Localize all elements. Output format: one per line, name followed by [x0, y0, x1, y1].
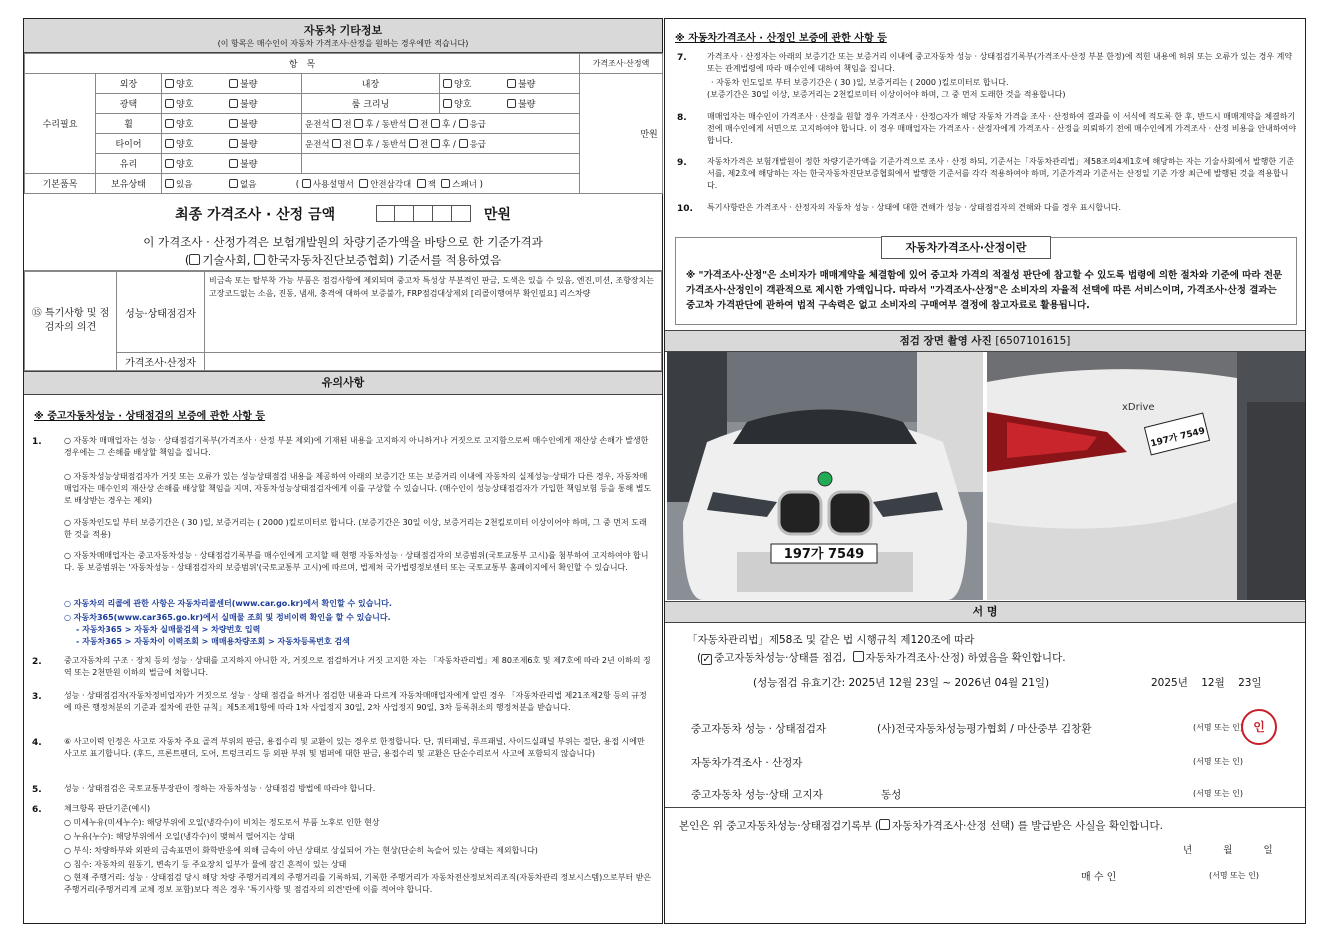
sign-block: [665, 623, 1305, 808]
price-person-label: 자동차가격조사 · 산정자: [691, 757, 803, 769]
checkbox[interactable]: [229, 119, 238, 128]
item-num: 2.: [32, 657, 42, 667]
r-year: 년: [1183, 845, 1193, 856]
car365-link[interactable]: ○ 자동차365(www.car365.go.kr)에서 실매물 조회 및 정비이력 확인을 할 수 있습니다.: [64, 613, 391, 622]
possession-options: 있음 없음 ( 사용설명서 안전삼각대 잭 스패너 ): [162, 174, 580, 194]
checkbox[interactable]: [189, 254, 200, 265]
car365-step1: - 자동차365 > 자동차 실매물검색 > 차량번호 입력: [76, 625, 261, 634]
item-text: (보증기간은 30일 이상, 보증거리는 2천킬로미터 이상이어야 하며, 그 중 먼저 도래한 것을 적용합니다): [707, 90, 1066, 99]
final-price-row: [24, 204, 662, 226]
wheel-options: [162, 114, 302, 134]
front-car-image: [667, 352, 983, 600]
sign-line1: 「자동차관리법」제58조 및 같은 법 시행규칙 제120조에 따라: [687, 634, 975, 646]
sign-line2: (✓ 중고자동차성능·상태를 점검, 자동차가격조사·산정) 하였음을 확인합니다.: [697, 652, 1066, 665]
inspector-label: 중고자동차 성능 · 상태점검자: [691, 723, 827, 735]
notifier-sign: (서명 또는 인): [1193, 789, 1243, 798]
price-opinion[interactable]: [205, 353, 662, 371]
checkbox[interactable]: [165, 119, 174, 128]
rear-car-image: [987, 352, 1305, 600]
item-text: ○ 자동차매매업자는 중고자동차성능 · 상태점검기록부를 매수인에게 고지할 때 현행 자동차성능 · 상태점검자의 보증범위(국토교통부 고시)를 첨부하여 고지하여야 합니다. 동 보증범위는 '자동차성능 · 상태점검자의 보증범위'(국토교통부 고시)에 따르며, 법제처 국가법령정보센터 또는 국토교통부 홈페이지에서 확인할 수 있습니다.: [64, 551, 649, 572]
date-year: 2025년: [1151, 677, 1188, 689]
photo-header: [665, 331, 1305, 352]
criteria-text: ○ 누유(누수): 해당부위에서 오일(냉각수)이 맺혀서 떨어지는 상태: [64, 832, 295, 841]
opt-spanner: 스패너: [452, 179, 477, 190]
caution-title: 유의사항: [24, 371, 662, 395]
opt-triangle: 안전삼각대: [370, 179, 412, 190]
opt-good: 양호: [176, 120, 194, 130]
rear-photo: [987, 352, 1305, 600]
opt-good: 양호: [454, 100, 472, 110]
final-unit: 만원: [483, 207, 511, 223]
row-interior: 내장: [302, 74, 440, 94]
item-num: 5.: [32, 785, 42, 795]
checkbox[interactable]: [879, 819, 890, 830]
opt-jack: 잭: [427, 179, 436, 190]
price-check[interactable]: [853, 651, 864, 662]
checkbox[interactable]: [332, 119, 341, 128]
definition-title: 자동차가격조사·산정이란: [881, 236, 1051, 259]
checkbox[interactable]: [459, 119, 468, 128]
sign-title: 서 명: [665, 602, 1305, 623]
checkbox[interactable]: [359, 179, 368, 188]
checkbox[interactable]: [332, 139, 341, 148]
price-warranty-title: ※ 자동차가격조사 · 산정인 보증에 관한 사항 등: [675, 33, 887, 44]
opt-bad: 불량: [240, 100, 258, 110]
item-num: 8.: [677, 113, 687, 123]
opt-good: 양호: [176, 140, 194, 150]
section-subtitle: (이 항목은 매수인이 자동차 가격조사·산정을 원하는 경우에만 적습니다): [217, 39, 469, 48]
checkbox[interactable]: [165, 139, 174, 148]
item-text: ○ 자동차성능상태점검자가 거짓 또는 오류가 있는 성능상태점검 내용을 제공하여 아래의 보증기간 또는 보증거리 이내에 자동차의 실제성능·상태가 다른 경우, 자동차매매업자는 매수인의 재산상 손해를 배상할 책임을 지며, 자동차성능상태점검자에게 이를 구상할 수 있습니다. (매수인이 성능상태점검자가 가입한 책임보험 등을 통해 별도로 배상받는 경우는 제외): [64, 472, 652, 505]
perf-opinion: 비금속 또는 탈부착 가능 부품은 점검사항에 제외되며 중고차 특성상 부분적인 판금, 도색은 있을 수 있음, 엔진,미션, 조향장치는 고장코드없는 소음, 진동, 냄새, 충격에 대하여 보증불가, FRP점검대상제외 [리콜이행여부 확인필요] 리스차량: [205, 272, 662, 353]
basis-line2: ( 기술사회, 한국자동차진단보증협회) 기준서를 적용하였음: [184, 253, 502, 267]
checkbox[interactable]: [229, 139, 238, 148]
final-amount-boxes[interactable]: [376, 205, 471, 226]
item-text: 성능 · 상태점검은 국토교통부장관이 정하는 자동차성능 · 상태점검 방법에 따라야 합니다.: [64, 784, 376, 793]
repair-table: [24, 53, 663, 194]
opt-manual: 사용설명서: [312, 179, 354, 190]
r-day: 일: [1263, 845, 1273, 856]
row-glass: 유리: [96, 154, 162, 174]
price-cell: [580, 74, 663, 194]
front-plate: 197가 7549: [783, 547, 865, 562]
exterior-options: [162, 74, 302, 94]
recall-link[interactable]: ○ 자동차의 리콜에 관한 사항은 자동차리콜센터(www.car.go.kr)에서 확인할 수 있습니다.: [64, 599, 392, 608]
pos-front: 전: [343, 119, 352, 130]
opt-bad: 불량: [518, 100, 536, 110]
opt-have: 있음: [176, 179, 193, 190]
checkbox[interactable]: [507, 79, 516, 88]
checkbox[interactable]: [459, 139, 468, 148]
rear-plate: 197가 7549: [1149, 426, 1207, 450]
checkbox[interactable]: [409, 139, 418, 148]
receipt-a: 본인은 위 중고자동차성능·상태점검기록부 (: [679, 820, 880, 832]
opt-good: 양호: [176, 80, 194, 90]
row-room-clean: 룸 크리닝: [302, 94, 440, 114]
tire-positions: 운전석 전 후 / 동반석 전 후 / 응급: [302, 134, 580, 154]
opt-good: 양호: [454, 80, 472, 90]
opinion-label: ⑮ 특기사항 및 점검자의 의견: [25, 272, 117, 371]
inspector-sign: (서명 또는 인): [1193, 723, 1243, 732]
photo-title: 점검 장면 촬영 사진: [899, 335, 992, 347]
item-text: 특기사항란은 가격조사 · 산정자의 자동차 성능 · 상태에 대한 견해가 성능 · 상태점검자의 견해와 다를 경우 표시합니다.: [707, 203, 1122, 212]
price-warranty-block: [665, 19, 1305, 331]
checkbox[interactable]: [409, 119, 418, 128]
checkbox[interactable]: [254, 254, 265, 265]
pos-passenger: 동반석: [381, 119, 407, 130]
pos-front: 전: [420, 139, 429, 150]
rear-badge: xDrive: [1122, 402, 1155, 413]
item-text: ○ 자동차인도일 부터 보증기간은 ( 30 )일, 보증거리는 ( 2000 )킬로미터로 합니다. (보증기간은 30일 이상, 보증거리는 2천킬로미터 이상이어야 하며, 그 중 먼저 도래한 것을 적용): [64, 518, 647, 539]
opt-good: 양호: [176, 160, 194, 170]
receipt-date: [1183, 842, 1273, 856]
caution-body: [24, 395, 662, 895]
basis-line1: 이 가격조사 · 산정가격은 보험개발원의 차량기준가액을 바탕으로 한 기준가격과: [143, 235, 543, 249]
sign-perf: 중고자동차성능·상태를 점검,: [714, 652, 846, 664]
checkbox[interactable]: [165, 159, 174, 168]
wheel-positions: 운전석 전 후 / 동반석 전 후 / 응급: [302, 114, 580, 134]
checkbox[interactable]: [417, 179, 426, 188]
sign-date: [1151, 675, 1262, 690]
item-text: 가격조사 · 산정자는 아래의 보증기간 또는 보증거리 이내에 중고자동차 성능 · 상태점검기록부(가격조사·산정 부분 한정)에 적힌 내용에 허위 또는 오류가 있는 경우 계약 또는 관계법령에 따라 매수인에 대하여 책임을 집니다.: [707, 52, 1293, 73]
checkbox[interactable]: [229, 179, 238, 188]
checkbox[interactable]: [431, 119, 440, 128]
row-exterior: 외장: [96, 74, 162, 94]
perf-check[interactable]: ✓: [702, 654, 711, 665]
item-text: ○ 자동차 매매업자는 성능 · 상태점검기록부(가격조사 · 산정 부분 제외)에 기재된 내용을 고지하지 아니하거나 거짓으로 고지함으로써 매수인에게 재산상 손해가 발생한 경우에는 그 손해를 배상할 책임을 집니다.: [64, 436, 649, 457]
item-text: 자동차가격은 보험개발원이 정한 차량기준가액을 기준가격으로 조사 · 산정 하되, 기준서는「자동차관리법」제58조의4제1호에 해당하는 자는 기술사회에서 발행한 기준서를, 제2호에 해당하는 자는 한국자동차진단보증협회에서 발행한 기준서를 각각 적용하여야 하며, 기준가격과 기준서는 산정일 기준 가장 최근에 발행된 것을 적용합니다.: [707, 157, 1295, 190]
item-text: · 자동차 인도일로 부터 보증기간은 ( 30 )일, 보증거리는 ( 2000 )킬로미터로 합니다.: [711, 78, 1009, 87]
checkbox[interactable]: [165, 179, 174, 188]
pos-front: 전: [420, 119, 429, 130]
criteria-text: ○ 침수: 자동차의 원동기, 변속기 등 주요장치 일부가 물에 잠긴 흔적이 있는 상태: [64, 860, 347, 869]
col-price: 가격조사·산정액: [580, 54, 663, 74]
repair-label: 수리필요: [25, 74, 96, 174]
checkbox[interactable]: [229, 99, 238, 108]
opt-bad: 불량: [240, 80, 258, 90]
buyer-label: 매 수 인: [1081, 872, 1117, 883]
item-num: 4.: [32, 738, 42, 748]
pos-spare: 응급: [469, 139, 486, 150]
unit-manwon: 만원: [640, 130, 658, 140]
criteria-text: ○ 미세누유(미세누수): 해당부위에 오일(냉각수)이 비치는 정도로서 부품 노후로 인한 현상: [64, 818, 380, 827]
checkbox[interactable]: [354, 139, 363, 148]
receipt-b: 자동차가격조사·산정 선택) 를 발급받은 사실을 확인합니다.: [892, 820, 1163, 832]
pos-spare: 응급: [469, 119, 486, 130]
left-column: [23, 18, 663, 924]
pos-passenger: 동반석: [381, 139, 407, 150]
warranty-title: ※ 중고자동차성능 · 상태점검의 보증에 관한 사항 등: [34, 411, 266, 422]
checkbox[interactable]: [165, 99, 174, 108]
item-num: 9.: [677, 158, 687, 168]
buyer-sign[interactable]: (서명 또는 인): [1209, 871, 1259, 880]
opinion-table: [24, 271, 662, 371]
room-options: [440, 94, 580, 114]
pos-rear: 후: [365, 119, 374, 130]
criteria-text: ○ 현재 주행거리: 성능 · 상태점검 당시 해당 차량 주행거리계의 주행거리를 기록하되, 기록한 주행거리가 자동차전산정보처리조직(자동차관리 정보시스템)으로부터 받은 주행거리(주행거리계 교체 정보 포함)보다 적은 경우 '특기사항 및 점검자의 의견'란에 이를 적어야 합니다.: [64, 873, 652, 894]
opt-bad: 불량: [518, 80, 536, 90]
item-text: ⑥ 사고이력 인정은 사고로 자동차 주요 골격 부위의 판금, 용접수리 및 교환이 있는 경우로 한정합니다. 단, 쿼터패널, 루프패널, 사이드실패널 부위는 절단, 용접 시에만 사고로 표기합니다. (후드, 프론트펜더, 도어, 트렁크리드 등 외판 부위 및 범퍼에 대한 판금, 용접수리 및 교환은 단순수리로서 사고에 포함되지 않습니다): [64, 737, 645, 758]
notifier-label: 중고자동차 성능·상태 고지자: [691, 789, 823, 801]
row-gloss: 광택: [96, 94, 162, 114]
item-text: 매매업자는 매수인이 가격조사 · 산정을 원할 경우 가격조사 · 산정○자가 해당 자동차 가격을 조사 · 산정하여 결과를 이 서식에 적도록 한 후, 반드시 매매계약을 체결하기 전에 매수인에게 서면으로 고지하여야 합니다. 이 경우 매매업자는 가격조사 · 산정자에게 가격조사 · 산정을 의뢰하기 전에 매수인에게 가격조사 · 산정 비용을 안내하여야 합니다.: [707, 112, 1297, 145]
basis-assoc: 한국자동차진단보증협회) 기준서를 적용하였음: [267, 253, 502, 267]
date-day: 23일: [1238, 677, 1262, 689]
checkbox[interactable]: [443, 79, 452, 88]
checkbox[interactable]: [229, 79, 238, 88]
front-photo: [667, 352, 983, 600]
item-num: 7.: [677, 53, 687, 63]
item-num: 1.: [32, 437, 42, 447]
right-column: [664, 18, 1306, 924]
opt-bad: 불량: [240, 120, 258, 130]
opt-none: 없음: [240, 179, 257, 190]
opt-bad: 불량: [240, 140, 258, 150]
notifier-name: 동성: [881, 789, 902, 801]
item-text: 성능 · 상태점검자(자동차정비업자)가 거짓으로 성능 · 상태 점검을 하거나 점검한 내용과 다르게 자동차매매업자에게 알린 경우 「자동차관리법 제21조제2항 등의 규정에 따른 행정처분의 기준과 절차에 관한 규칙」제5조제1항에 따라 1차 사업정지 30일, 2차 사업정지 90일, 3차 등록취소의 행정처분을 받습니다.: [64, 691, 647, 712]
item-num: 6.: [32, 805, 42, 815]
pos-front: 전: [343, 139, 352, 150]
checkbox[interactable]: [354, 119, 363, 128]
pos-driver: 운전석: [305, 139, 330, 150]
price-label: 가격조사·산정자: [117, 353, 205, 371]
checkbox[interactable]: [507, 99, 516, 108]
definition-text: ※ "가격조사·산정"은 소비자가 매매계약을 체결함에 있어 중고차 가격의 적절성 판단에 참고할 수 있도록 법령에 의한 절차와 기준에 따라 전문 가격조사·산정인이 객관적으로 제시한 가액입니다. 따라서 "가격조사·산정"은 소비자의 자율적 선택에 따른 서비스이며, 가격조사·산정 결과는 중고차 가격판단에 관하여 법적 구속력은 없고 소비자의 구매여부 결정에 참고자료로 활용됩니다.: [686, 270, 1283, 311]
item-text: 체크항목 판단기준(예시): [64, 804, 151, 813]
photos: [665, 352, 1305, 602]
photo-code: [6507101615]: [995, 335, 1071, 347]
pos-driver: 운전석: [305, 119, 330, 130]
row-possession: 보유상태: [96, 174, 162, 194]
item-text: 중고자동차의 구조 · 장치 등의 성능 · 상태를 고지하지 아니한 자, 거짓으로 점검하거나 거짓 고지한 자는 「자동차관리법」제 80조제6호 및 제7호에 따라 2년 이하의 징역 또는 2천만원 이하의 벌금에 처합니다.: [64, 656, 651, 677]
inspector-name: (사)전국자동차성능평가협회 / 마산중부 김창환: [877, 723, 1092, 735]
checkbox[interactable]: [229, 159, 238, 168]
final-price-block: [24, 194, 662, 271]
checkbox[interactable]: [441, 179, 450, 188]
row-wheel: 휠: [96, 114, 162, 134]
row-tire: 타이어: [96, 134, 162, 154]
other-info-header: [24, 19, 662, 53]
tire-options: [162, 134, 302, 154]
date-month: 12월: [1201, 677, 1225, 689]
gloss-options: [162, 94, 302, 114]
checkbox[interactable]: [302, 179, 311, 188]
receipt-line: [679, 818, 1163, 833]
sign-price: 자동차가격조사·산정) 하였음을 확인합니다.: [865, 652, 1066, 664]
pos-rear: 후: [442, 139, 451, 150]
receipt-block: [665, 808, 1305, 918]
final-label: 최종 가격조사 · 산정 금액: [175, 207, 336, 223]
criteria-text: ○ 부식: 차량하부와 외판의 금속표면이 화학반응에 의해 금속이 아닌 상태로 상실되어 가는 현상(단순히 녹슬어 있는 상태는 제외합니다): [64, 846, 538, 855]
price-person-sign: (서명 또는 인): [1193, 757, 1243, 766]
definition-box: [675, 237, 1297, 325]
glass-options: [162, 154, 302, 174]
checkbox[interactable]: [165, 79, 174, 88]
car365-step2: - 자동차365 > 자동차이 이력조회 > 매매용차량조회 > 자동차등록번호 검색: [76, 637, 350, 646]
col-item: 항 목: [25, 54, 580, 74]
r-month: 월: [1223, 845, 1233, 856]
opt-bad: 불량: [240, 160, 258, 170]
interior-options: [440, 74, 580, 94]
validity: (성능점검 유효기간: 2025년 12월 23일 ~ 2026년 04월 21일): [753, 677, 1050, 689]
basic-label: 기본품목: [25, 174, 96, 194]
pos-rear: 후: [442, 119, 451, 130]
basis-tech: 기술사회,: [202, 253, 251, 267]
perf-label: 성능·상태점검자: [117, 272, 205, 353]
checkbox[interactable]: [431, 139, 440, 148]
section-title: 자동차 기타정보: [303, 24, 383, 37]
pos-rear: 후: [365, 139, 374, 150]
checkbox[interactable]: [443, 99, 452, 108]
item-num: 10.: [677, 204, 693, 214]
red-seal: 인: [1241, 709, 1277, 745]
item-num: 3.: [32, 692, 42, 702]
opt-good: 양호: [176, 100, 194, 110]
